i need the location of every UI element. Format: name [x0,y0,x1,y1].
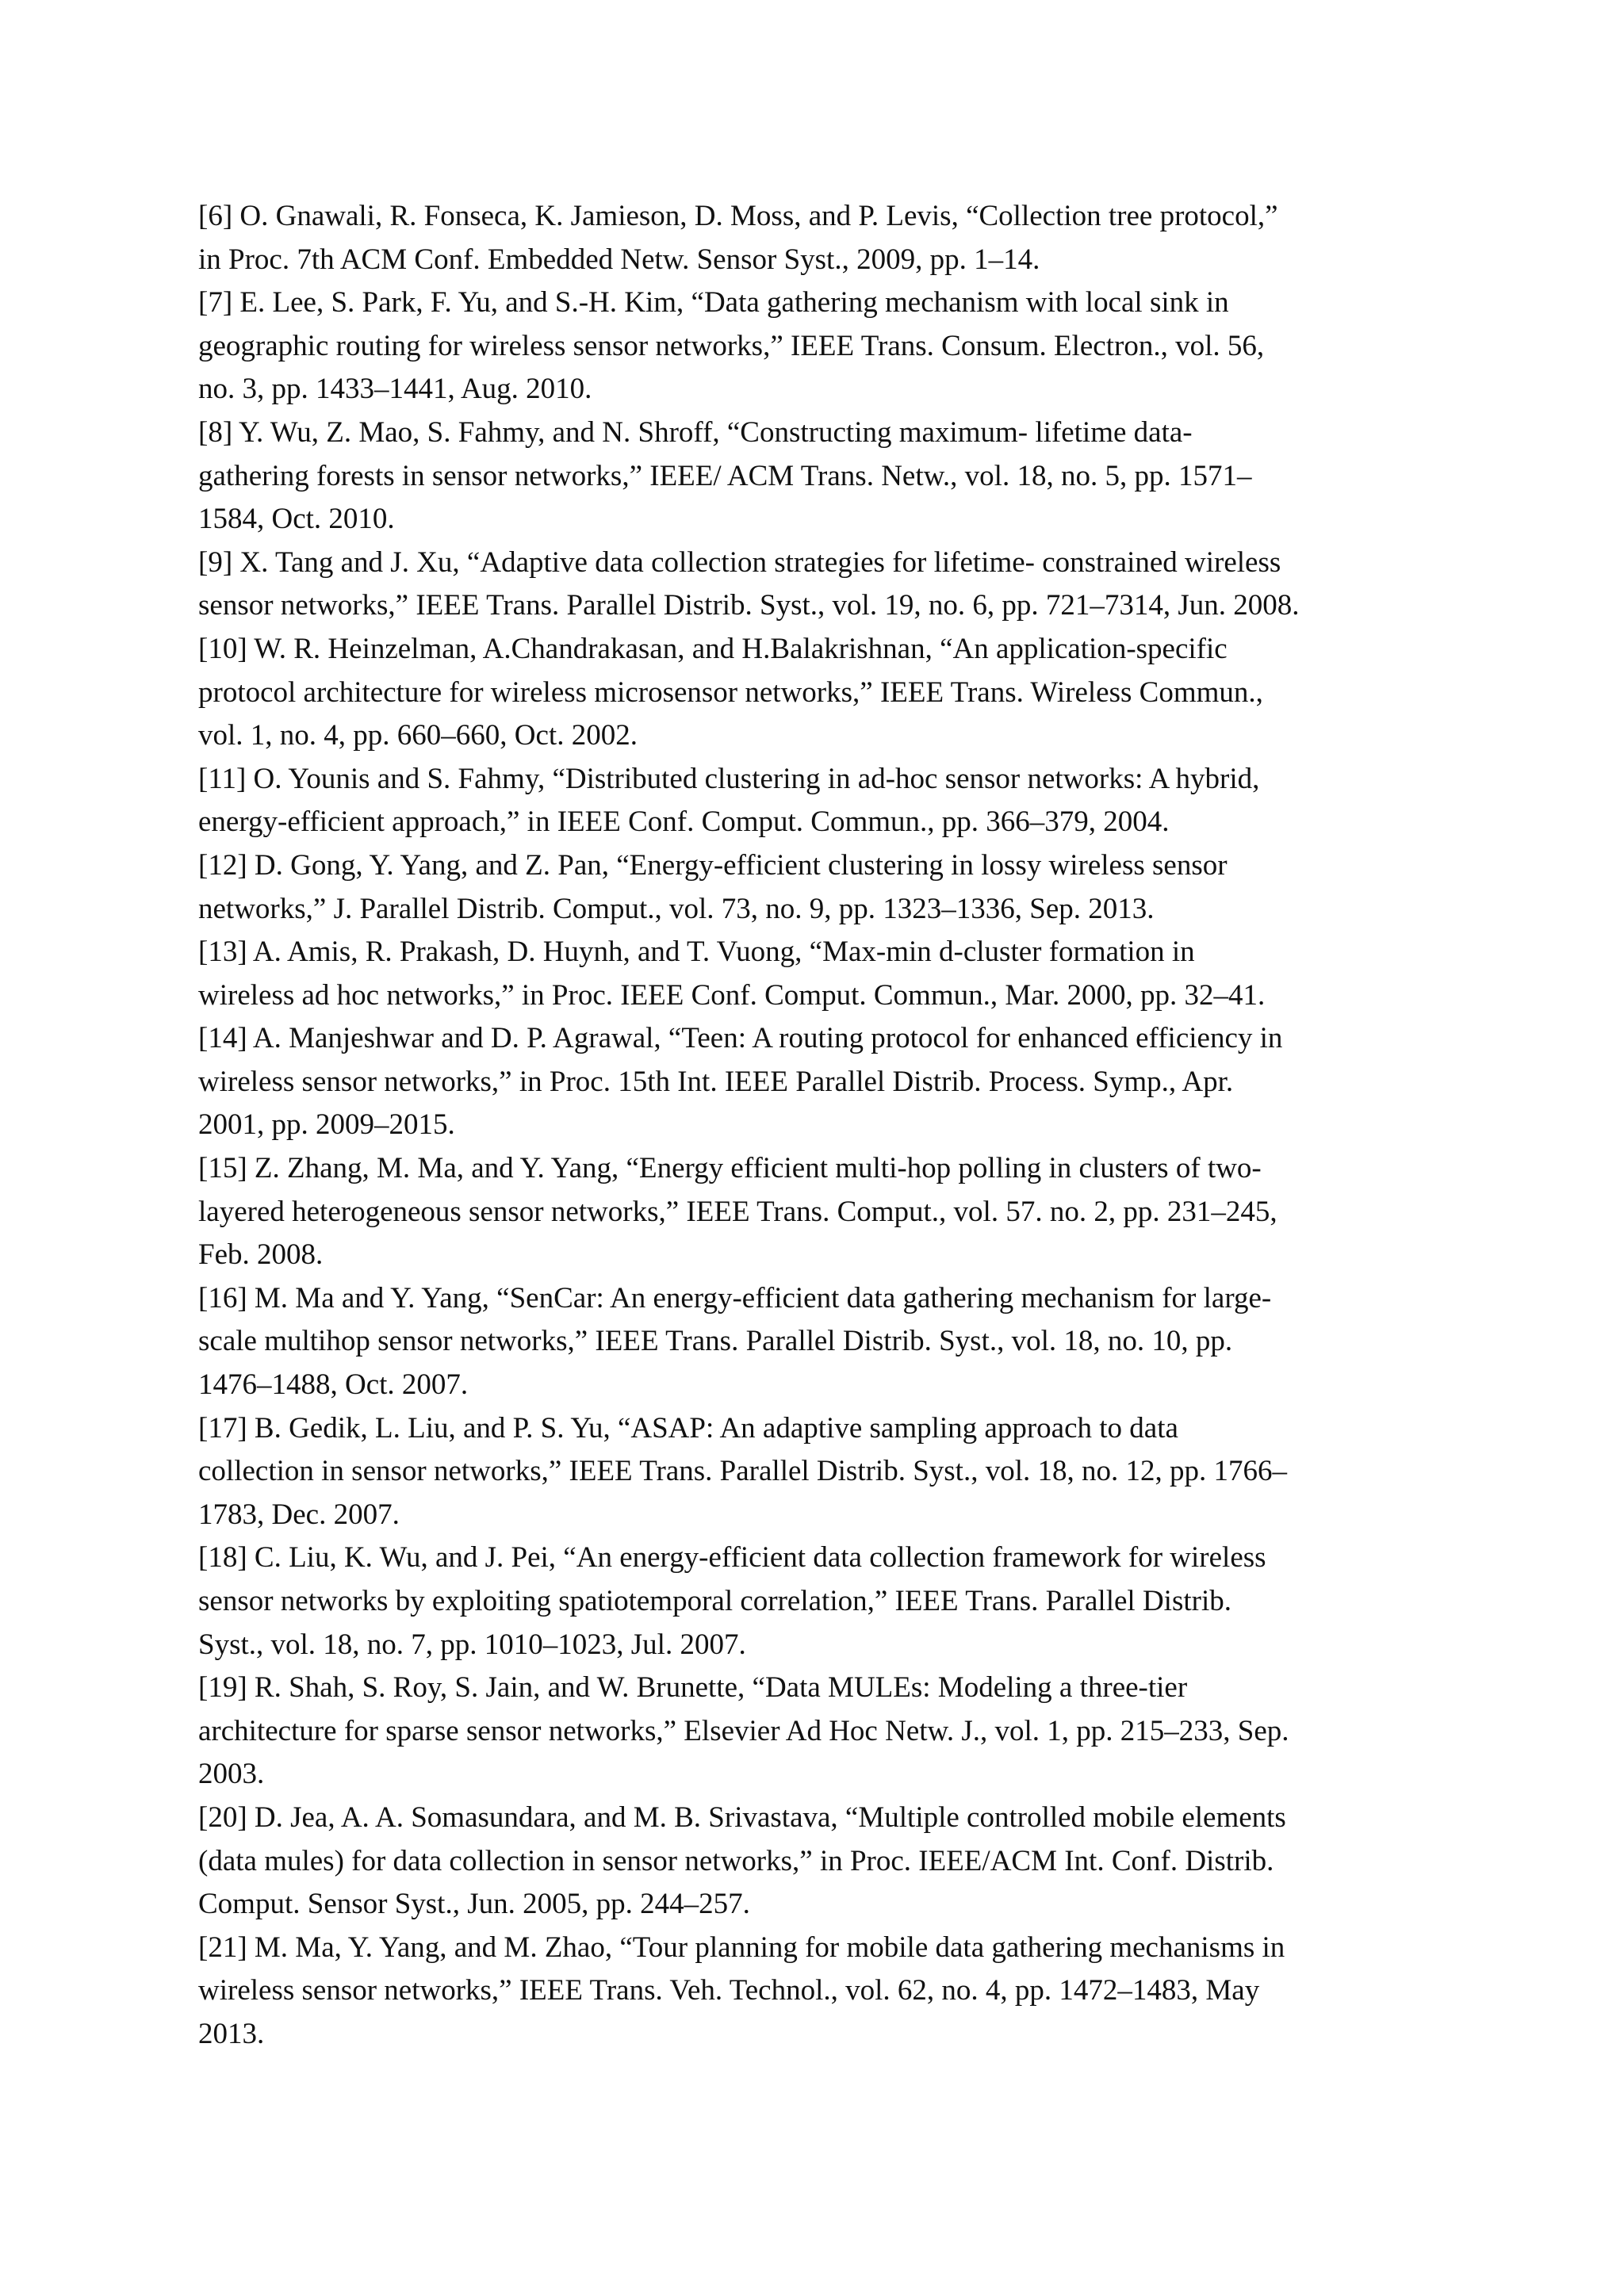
reference-entry [198,1407,1443,1537]
reference-line: [6] O. Gnawali, R. Fonseca, K. Jamieson, D. Moss, and P. Levis, “Collection tree protocol,” [198,200,1278,232]
reference-entry [198,628,1443,758]
reference-line: 1783, Dec. 2007. [198,1498,400,1531]
reference-line: Comput. Sensor Syst., Jun. 2005, pp. 244–257. [198,1888,750,1921]
reference-entry [198,1277,1443,1407]
reference-line: gathering forests in sensor networks,” IEEE/ ACM Trans. Netw., vol. 18, no. 5, pp. 1571– [198,459,1252,492]
reference-entry [198,281,1443,411]
reference-line: sensor networks by exploiting spatiotemporal correlation,” IEEE Trans. Parallel Distrib. [198,1585,1231,1617]
reference-entry [198,1017,1443,1147]
reference-line: 2001, pp. 2009–2015. [198,1108,455,1142]
reference-line: in Proc. 7th ACM Conf. Embedded Netw. Sensor Syst., 2009, pp. 1–14. [198,243,1040,276]
reference-line: Syst., vol. 18, no. 7, pp. 1010–1023, Jul. 2007. [198,1628,746,1661]
reference-line: Feb. 2008. [198,1238,324,1272]
reference-entry [198,1536,1443,1667]
reference-line: wireless sensor networks,” IEEE Trans. Veh. Technol., vol. 62, no. 4, pp. 1472–1483, May [198,1974,1260,2007]
reference-line: no. 3, pp. 1433–1441, Aug. 2010. [198,373,592,406]
reference-line: [18] C. Liu, K. Wu, and J. Pei, “An energy-efficient data collection framework for wireless [198,1541,1266,1575]
reference-line: [10] W. R. Heinzelman, A.Chandrakasan, and H.Balakrishnan, “An application-specific [198,632,1228,665]
reference-line: energy-efficient approach,” in IEEE Conf. Comput. Commun., pp. 366–379, 2004. [198,806,1170,839]
reference-line: wireless ad hoc networks,” in Proc. IEEE Conf. Comput. Commun., Mar. 2000, pp. 32–41. [198,978,1266,1012]
reference-line: 2013. [198,2017,265,2050]
reference-entry [198,1667,1443,1797]
reference-line: vol. 1, no. 4, pp. 660–660, Oct. 2002. [198,719,638,752]
reference-line: [19] R. Shah, S. Roy, S. Jain, and W. Brunette, “Data MULEs: Modeling a three-tier [198,1671,1188,1705]
reference-line: 1584, Oct. 2010. [198,503,395,536]
reference-line: [8] Y. Wu, Z. Mao, S. Fahmy, and N. Shroff, “Constructing maximum- lifetime data- [198,415,1193,449]
reference-list [198,195,1443,2057]
reference-line: layered heterogeneous sensor networks,” IEEE Trans. Comput., vol. 57. no. 2, pp. 231–245, [198,1195,1277,1228]
reference-line: 1476–1488, Oct. 2007. [198,1368,469,1402]
reference-line: [13] A. Amis, R. Prakash, D. Huynh, and T. Vuong, “Max-min d-cluster formation in [198,936,1195,969]
reference-entry [198,758,1443,844]
reference-line: [21] M. Ma, Y. Yang, and M. Zhao, “Tour planning for mobile data gathering mechanisms in [198,1931,1285,1964]
reference-line: [17] B. Gedik, L. Liu, and P. S. Yu, “ASAP: An adaptive sampling approach to data [198,1411,1178,1445]
reference-line: [11] O. Younis and S. Fahmy, “Distributed clustering in ad-hoc sensor networks: A hybrid, [198,762,1260,795]
reference-line: wireless sensor networks,” in Proc. 15th Int. IEEE Parallel Distrib. Process. Symp., Apr. [198,1065,1234,1098]
reference-line: collection in sensor networks,” IEEE Trans. Parallel Distrib. Syst., vol. 18, no. 12, pp. 1766– [198,1455,1287,1488]
reference-line: (data mules) for data collection in sensor networks,” in Proc. IEEE/ACM Int. Conf. Distrib. [198,1844,1274,1877]
reference-line: scale multihop sensor networks,” IEEE Trans. Parallel Distrib. Syst., vol. 18, no. 10, pp. [198,1325,1233,1358]
reference-line: architecture for sparse sensor networks,” Elsevier Ad Hoc Netw. J., vol. 1, pp. 215–233, Sep. [198,1714,1289,1747]
reference-line: [16] M. Ma and Y. Yang, “SenCar: An energy-efficient data gathering mechanism for large- [198,1281,1272,1314]
reference-line: [15] Z. Zhang, M. Ma, and Y. Yang, “Energy efficient multi-hop polling in clusters of two- [198,1152,1262,1185]
reference-line: 2003. [198,1758,265,1791]
reference-entry [198,541,1443,628]
reference-line: [14] A. Manjeshwar and D. P. Agrawal, “Teen: A routing protocol for enhanced efficiency in [198,1022,1283,1055]
reference-line: [12] D. Gong, Y. Yang, and Z. Pan, “Energy-efficient clustering in lossy wireless sensor [198,848,1228,882]
reference-line: [7] E. Lee, S. Park, F. Yu, and S.-H. Kim, “Data gathering mechanism with local sink in [198,286,1229,320]
reference-line: sensor networks,” IEEE Trans. Parallel Distrib. Syst., vol. 19, no. 6, pp. 721–7314, Jun. 2008. [198,589,1300,622]
reference-entry [198,411,1443,541]
reference-line: [9] X. Tang and J. Xu, “Adaptive data collection strategies for lifetime- constrained wireless [198,545,1281,579]
reference-entry [198,1927,1443,2057]
reference-entry [198,1797,1443,1927]
reference-line: geographic routing for wireless sensor networks,” IEEE Trans. Consum. Electron., vol. 56, [198,329,1265,362]
reference-entry [198,1147,1443,1277]
reference-entry [198,931,1443,1017]
reference-line: protocol architecture for wireless microsensor networks,” IEEE Trans. Wireless Commun., [198,675,1263,709]
reference-entry [198,844,1443,931]
reference-line: networks,” J. Parallel Distrib. Comput., vol. 73, no. 9, pp. 1323–1336, Sep. 2013. [198,892,1155,925]
reference-entry [198,195,1443,281]
reference-line: [20] D. Jea, A. A. Somasundara, and M. B. Srivastava, “Multiple controlled mobile elements [198,1800,1286,1834]
